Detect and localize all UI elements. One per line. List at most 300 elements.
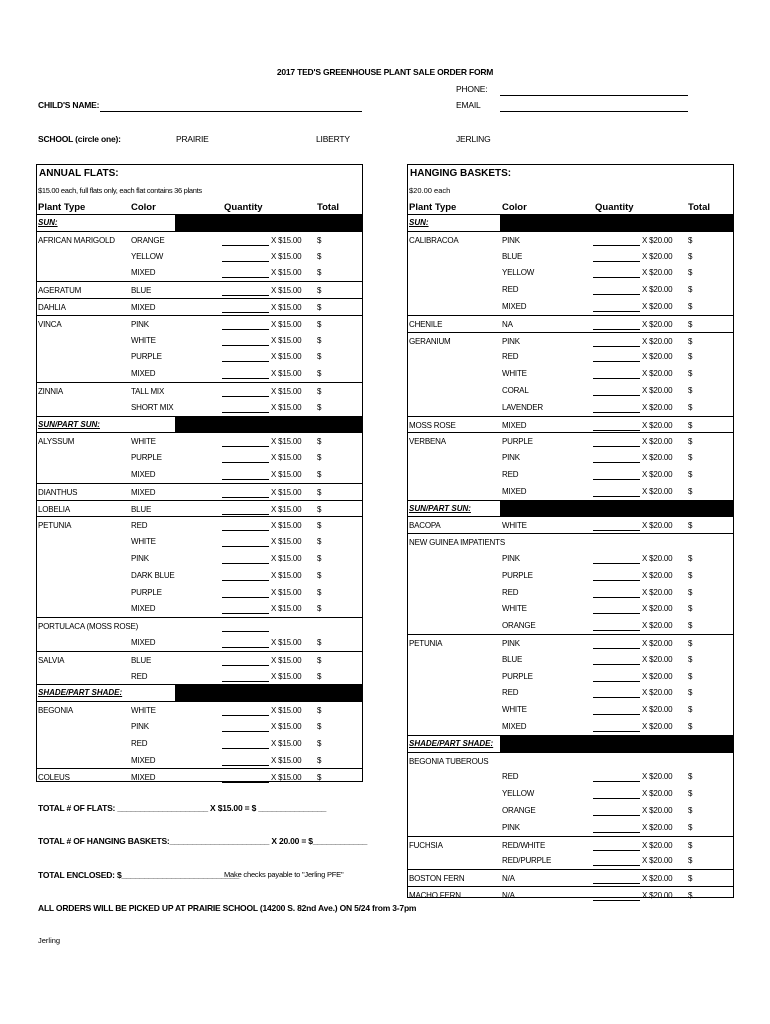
plant-name: COLEUS (38, 773, 70, 783)
table-row (37, 348, 362, 365)
unit-price: X $15.00 (271, 235, 302, 245)
plant-color: MIXED (131, 604, 156, 614)
plant-color: PINK (502, 336, 520, 346)
hanging-title: HANGING BASKETS: (410, 168, 512, 179)
quantity-field[interactable] (222, 462, 269, 463)
plant-color: RED (502, 352, 519, 362)
quantity-field[interactable] (593, 563, 640, 564)
line-total[interactable]: $ (688, 319, 693, 329)
quantity-field[interactable] (593, 294, 640, 295)
line-total[interactable]: $ (688, 822, 693, 832)
quantity-field[interactable] (222, 261, 269, 262)
pickup-note: ALL ORDERS WILL BE PICKED UP AT PRAIRIE SCHOOL (14200 S. 82nd Ave.) ON 5/24 from 3-7pm (38, 903, 417, 913)
quantity-field[interactable] (593, 580, 640, 581)
quantity-field[interactable] (593, 430, 640, 431)
quantity-field[interactable] (222, 665, 269, 666)
quantity-field[interactable] (593, 900, 640, 901)
unit-price: X $20.00 (642, 789, 673, 799)
plant-color: MIXED (131, 773, 156, 783)
total-baskets-line[interactable]: TOTAL # OF HANGING BASKETS:______________________ X 20.00 = $____________ (38, 836, 368, 846)
unit-price: X $15.00 (271, 251, 302, 261)
unit-price: X $20.00 (642, 453, 673, 463)
line-total[interactable]: $ (317, 570, 322, 580)
plant-color: PINK (131, 554, 149, 563)
quantity-field[interactable] (593, 664, 640, 665)
quantity-field[interactable] (593, 479, 640, 480)
quantity-field[interactable] (222, 412, 269, 413)
table-row (408, 718, 733, 735)
quantity-field[interactable] (222, 295, 269, 296)
line-total[interactable]: $ (317, 268, 322, 278)
quantity-field[interactable] (593, 361, 640, 362)
quantity-field[interactable] (593, 697, 640, 698)
line-total[interactable]: $ (688, 874, 693, 884)
quantity-field[interactable] (593, 462, 640, 463)
line-total[interactable]: $ (688, 302, 693, 311)
line-total[interactable]: $ (317, 504, 322, 514)
quantity-field[interactable] (593, 446, 640, 447)
quantity-field[interactable] (593, 277, 640, 278)
table-row (37, 600, 362, 617)
plant-color: PURPLE (502, 570, 533, 580)
quantity-field[interactable] (222, 345, 269, 346)
quantity-field[interactable] (222, 245, 269, 246)
form-title: 2017 TED'S GREENHOUSE PLANT SALE ORDER FORM (276, 67, 494, 77)
line-total[interactable]: $ (317, 335, 322, 345)
plant-color: MIXED (502, 486, 527, 496)
child-name-label: CHILD'S NAME: (38, 100, 100, 110)
quantity-field[interactable] (222, 396, 269, 397)
table-row (408, 802, 733, 819)
table-row (37, 584, 362, 601)
line-total[interactable]: $ (688, 437, 693, 447)
unit-price: X $15.00 (271, 638, 302, 647)
table-row (408, 752, 733, 770)
plant-color: WHITE (502, 521, 527, 531)
plant-name: PORTULACA (MOSS ROSE) (38, 622, 139, 632)
plant-name: MOSS ROSE (409, 420, 456, 430)
line-total[interactable]: $ (688, 688, 693, 698)
unit-price: X $20.00 (642, 386, 673, 395)
annual-flats-panel (36, 164, 363, 782)
line-total[interactable]: $ (688, 554, 693, 563)
unit-price: X $15.00 (271, 722, 302, 731)
table-row (37, 298, 362, 316)
line-total[interactable]: $ (688, 654, 693, 664)
line-total[interactable]: $ (688, 369, 693, 379)
child-name-field[interactable] (100, 111, 362, 112)
plant-color: DARK BLUE (131, 570, 175, 580)
plant-name: SALVIA (38, 655, 65, 665)
unit-price: X $20.00 (642, 570, 673, 580)
quantity-field[interactable] (593, 245, 640, 246)
plant-color: RED (131, 671, 148, 681)
unit-price: X $15.00 (271, 671, 302, 681)
line-total[interactable]: $ (688, 840, 693, 850)
quantity-field[interactable] (222, 715, 269, 716)
plant-color: RED (502, 470, 519, 479)
unit-price: X $15.00 (271, 437, 302, 447)
line-total[interactable]: $ (688, 521, 693, 531)
col-color: Color (131, 202, 156, 213)
quantity-field[interactable] (222, 277, 269, 278)
quantity-field[interactable] (593, 597, 640, 598)
quantity-field[interactable] (222, 329, 269, 330)
plant-color: PURPLE (131, 352, 162, 362)
unit-price: X $15.00 (271, 335, 302, 345)
section-header (408, 214, 733, 231)
table-row (408, 399, 733, 416)
section-header (408, 500, 733, 517)
plant-color: PURPLE (502, 671, 533, 681)
line-total[interactable]: $ (317, 537, 322, 547)
table-row (408, 584, 733, 601)
quantity-field[interactable] (593, 648, 640, 649)
line-total[interactable]: $ (688, 587, 693, 597)
plant-name: FUCHSIA (409, 840, 443, 850)
unit-price: X $20.00 (642, 319, 673, 329)
quantity-field[interactable] (222, 782, 269, 783)
table-row (408, 869, 733, 887)
plant-name: GERANIUM (409, 336, 451, 346)
checks-note: Make checks payable to "Jerling PFE" (224, 870, 344, 879)
line-total[interactable]: $ (688, 486, 693, 496)
quantity-field[interactable] (593, 681, 640, 682)
col-quantity: Quantity (224, 202, 263, 213)
table-row (408, 634, 733, 652)
quantity-field[interactable] (222, 497, 269, 498)
quantity-field[interactable] (222, 580, 269, 581)
unit-price: X $20.00 (642, 336, 673, 346)
line-total[interactable]: $ (317, 303, 322, 312)
unit-price: X $15.00 (271, 402, 302, 412)
plant-color: RED (502, 688, 519, 698)
table-row (408, 466, 733, 483)
quantity-field[interactable] (222, 312, 269, 313)
table-row (37, 768, 362, 786)
quantity-field[interactable] (593, 850, 640, 851)
plant-color: WHITE (131, 706, 156, 716)
unit-price: X $20.00 (642, 840, 673, 850)
quantity-field[interactable] (593, 883, 640, 884)
quantity-field[interactable] (222, 530, 269, 531)
plant-color: PINK (131, 722, 149, 731)
line-total[interactable]: $ (317, 554, 322, 563)
hanging-subtitle: $20.00 each (409, 186, 451, 195)
total-flats-line[interactable]: TOTAL # OF FLATS: ____________________ X $15.00 = $ _______________ (38, 803, 327, 813)
line-total[interactable]: $ (317, 755, 322, 765)
plant-name: PETUNIA (38, 521, 72, 531)
school-option-liberty[interactable]: LIBERTY (316, 134, 350, 144)
table-row (408, 600, 733, 617)
line-total[interactable]: $ (688, 285, 693, 295)
plant-color: PINK (502, 235, 520, 245)
line-total[interactable]: $ (317, 369, 322, 379)
line-total[interactable]: $ (317, 587, 322, 597)
line-total[interactable]: $ (688, 856, 693, 866)
line-total[interactable]: $ (688, 402, 693, 412)
plant-name: MACHO FERN (409, 891, 461, 900)
line-total[interactable]: $ (317, 521, 322, 531)
table-row (408, 785, 733, 802)
plant-color: RED (502, 772, 519, 782)
quantity-field[interactable] (593, 630, 640, 631)
quantity-field[interactable] (222, 546, 269, 547)
unit-price: X $20.00 (642, 486, 673, 496)
section-bar (175, 417, 362, 433)
quantity-field[interactable] (222, 479, 269, 480)
table-row (37, 281, 362, 299)
table-row (37, 432, 362, 450)
quantity-field[interactable] (593, 815, 640, 816)
table-row (408, 298, 733, 315)
unit-price: X $15.00 (271, 554, 302, 563)
line-total[interactable]: $ (688, 352, 693, 362)
quantity-field[interactable] (593, 798, 640, 799)
unit-price: X $15.00 (271, 570, 302, 580)
line-total[interactable]: $ (317, 402, 322, 412)
col-plant-type: Plant Type (38, 202, 86, 213)
quantity-field[interactable] (593, 781, 640, 782)
unit-price: X $15.00 (271, 587, 302, 597)
plant-color: PINK (131, 319, 149, 329)
quantity-field[interactable] (222, 361, 269, 362)
table-row (408, 701, 733, 718)
plant-color: PINK (502, 822, 520, 832)
plant-color: ORANGE (502, 806, 536, 815)
unit-price: X $15.00 (271, 604, 302, 614)
plant-color: N/A (502, 891, 515, 900)
table-row (408, 533, 733, 551)
table-row (408, 315, 733, 333)
unit-price: X $15.00 (271, 537, 302, 547)
plant-color: CORAL (502, 386, 529, 395)
plant-color: BLUE (131, 286, 152, 296)
line-total[interactable]: $ (688, 671, 693, 681)
unit-price: X $20.00 (642, 621, 673, 631)
line-total[interactable]: $ (317, 286, 322, 296)
line-total[interactable]: $ (688, 251, 693, 261)
unit-price: X $15.00 (271, 286, 302, 296)
line-total[interactable]: $ (688, 420, 693, 430)
line-total[interactable]: $ (688, 453, 693, 463)
line-total[interactable]: $ (688, 386, 693, 395)
unit-price: X $20.00 (642, 470, 673, 479)
section-label: SUN/PART SUN: (38, 419, 100, 429)
section-label: SHADE/PART SHADE: (409, 738, 494, 748)
plant-name: AFRICAN MARIGOLD (38, 235, 115, 245)
line-total[interactable]: $ (688, 705, 693, 715)
table-row (37, 332, 362, 349)
unit-price: X $15.00 (271, 453, 302, 463)
plant-color: MIXED (502, 420, 527, 430)
plant-name: ALYSSUM (38, 437, 75, 447)
line-total[interactable]: $ (317, 251, 322, 261)
unit-price: X $20.00 (642, 604, 673, 614)
plant-color: WHITE (502, 604, 527, 614)
line-total[interactable]: $ (317, 387, 322, 396)
table-row (37, 735, 362, 752)
plant-color: RED/PURPLE (502, 856, 552, 866)
line-total[interactable]: $ (688, 268, 693, 278)
quantity-field[interactable] (222, 514, 269, 515)
quantity-field[interactable] (222, 631, 269, 632)
line-total[interactable]: $ (317, 638, 322, 647)
quantity-field[interactable] (593, 832, 640, 833)
section-bar (500, 501, 733, 517)
quantity-field[interactable] (222, 378, 269, 379)
plant-color: MIXED (502, 302, 527, 311)
line-total[interactable]: $ (688, 570, 693, 580)
table-row (37, 668, 362, 685)
line-total[interactable]: $ (688, 604, 693, 614)
plant-color: WHITE (131, 537, 156, 547)
line-total[interactable]: $ (317, 437, 322, 447)
plant-color: WHITE (131, 335, 156, 345)
quantity-field[interactable] (593, 261, 640, 262)
line-total[interactable]: $ (317, 470, 322, 479)
plant-color: PURPLE (502, 437, 533, 447)
quantity-field[interactable] (593, 311, 640, 312)
line-total[interactable]: $ (317, 453, 322, 463)
plant-color: NA (502, 319, 513, 329)
line-total[interactable]: $ (317, 722, 322, 731)
quantity-field[interactable] (222, 597, 269, 598)
unit-price: X $15.00 (271, 352, 302, 362)
quantity-field[interactable] (593, 865, 640, 866)
plant-color: ORANGE (131, 235, 165, 245)
line-total[interactable]: $ (317, 738, 322, 748)
table-row (408, 886, 733, 904)
plant-color: RED (502, 587, 519, 597)
plant-color: N/A (502, 874, 515, 884)
quantity-field[interactable] (222, 748, 269, 749)
email-field[interactable] (500, 111, 688, 112)
unit-price: X $20.00 (642, 302, 673, 311)
plant-color: BLUE (502, 251, 523, 261)
line-total[interactable]: $ (317, 319, 322, 329)
line-total[interactable]: $ (688, 722, 693, 731)
school-option-jerling[interactable]: JERLING (456, 134, 491, 144)
unit-price: X $15.00 (271, 521, 302, 531)
unit-price: X $15.00 (271, 738, 302, 748)
unit-price: X $20.00 (642, 822, 673, 832)
line-total[interactable]: $ (688, 639, 693, 648)
table-row (408, 836, 733, 854)
total-enclosed-line[interactable]: TOTAL ENCLOSED: $__________________________ (38, 870, 240, 880)
quantity-field[interactable] (222, 681, 269, 682)
quantity-field[interactable] (593, 412, 640, 413)
quantity-field[interactable] (593, 395, 640, 396)
line-total[interactable]: $ (688, 621, 693, 631)
plant-color: RED/WHITE (502, 840, 546, 850)
plant-name: BOSTON FERN (409, 874, 465, 884)
line-total[interactable]: $ (688, 235, 693, 245)
quantity-field[interactable] (222, 613, 269, 614)
hanging-baskets-panel (407, 164, 734, 898)
table-row (37, 718, 362, 735)
table-row (408, 248, 733, 265)
table-row (37, 617, 362, 635)
table-row (408, 332, 733, 350)
plant-name: NEW GUINEA IMPATIENTS (409, 538, 505, 548)
table-row (408, 768, 733, 785)
plant-name: DIANTHUS (38, 487, 78, 497)
table-row (37, 516, 362, 534)
footer-school: Jerling (38, 936, 61, 945)
line-total[interactable]: $ (317, 352, 322, 362)
quantity-field[interactable] (222, 765, 269, 766)
line-total[interactable]: $ (688, 336, 693, 346)
school-option-prairie[interactable]: PRAIRIE (176, 134, 209, 144)
quantity-field[interactable] (222, 647, 269, 648)
plant-color: TALL MIX (131, 387, 165, 396)
line-total[interactable]: $ (317, 671, 322, 681)
table-row (37, 752, 362, 769)
line-total[interactable]: $ (317, 773, 322, 783)
quantity-field[interactable] (593, 329, 640, 330)
section-label: SUN/PART SUN: (409, 503, 471, 513)
unit-price: X $20.00 (642, 251, 673, 261)
annual-subtitle: $15.00 each, full flats only, each flat contains 36 plants (38, 186, 202, 195)
line-total[interactable]: $ (688, 891, 693, 900)
plant-color: RED (131, 521, 148, 531)
line-total[interactable]: $ (317, 655, 322, 665)
line-total[interactable]: $ (317, 706, 322, 716)
plant-name: AGERATUM (38, 286, 82, 296)
quantity-field[interactable] (593, 496, 640, 497)
quantity-field[interactable] (593, 613, 640, 614)
plant-color: BLUE (131, 655, 152, 665)
plant-color: MIXED (131, 487, 156, 497)
line-total[interactable]: $ (688, 789, 693, 799)
quantity-field[interactable] (222, 731, 269, 732)
quantity-field[interactable] (593, 346, 640, 347)
table-row (408, 365, 733, 382)
table-row (37, 264, 362, 281)
unit-price: X $20.00 (642, 891, 673, 900)
table-row (408, 281, 733, 298)
quantity-field[interactable] (222, 446, 269, 447)
quantity-field[interactable] (593, 714, 640, 715)
line-total[interactable]: $ (317, 235, 322, 245)
plant-color: SHORT MIX (131, 402, 174, 412)
plant-color: MIXED (131, 755, 156, 765)
line-total[interactable]: $ (688, 470, 693, 479)
section-label: SUN: (38, 218, 58, 227)
quantity-field[interactable] (593, 530, 640, 531)
unit-price: X $20.00 (642, 806, 673, 815)
section-bar (175, 685, 362, 701)
quantity-field[interactable] (222, 563, 269, 564)
line-total[interactable]: $ (317, 487, 322, 497)
plant-name: BEGONIA TUBEROUS (409, 756, 489, 766)
plant-color: WHITE (131, 437, 156, 447)
table-row (408, 651, 733, 668)
unit-price: X $20.00 (642, 671, 673, 681)
unit-price: X $20.00 (642, 521, 673, 531)
phone-field[interactable] (500, 95, 688, 96)
table-row (408, 819, 733, 836)
line-total[interactable]: $ (317, 604, 322, 614)
plant-color: ORANGE (502, 621, 536, 631)
table-row (37, 483, 362, 501)
table-row (408, 231, 733, 249)
quantity-field[interactable] (593, 731, 640, 732)
quantity-field[interactable] (593, 378, 640, 379)
line-total[interactable]: $ (688, 772, 693, 782)
line-total[interactable]: $ (688, 806, 693, 815)
